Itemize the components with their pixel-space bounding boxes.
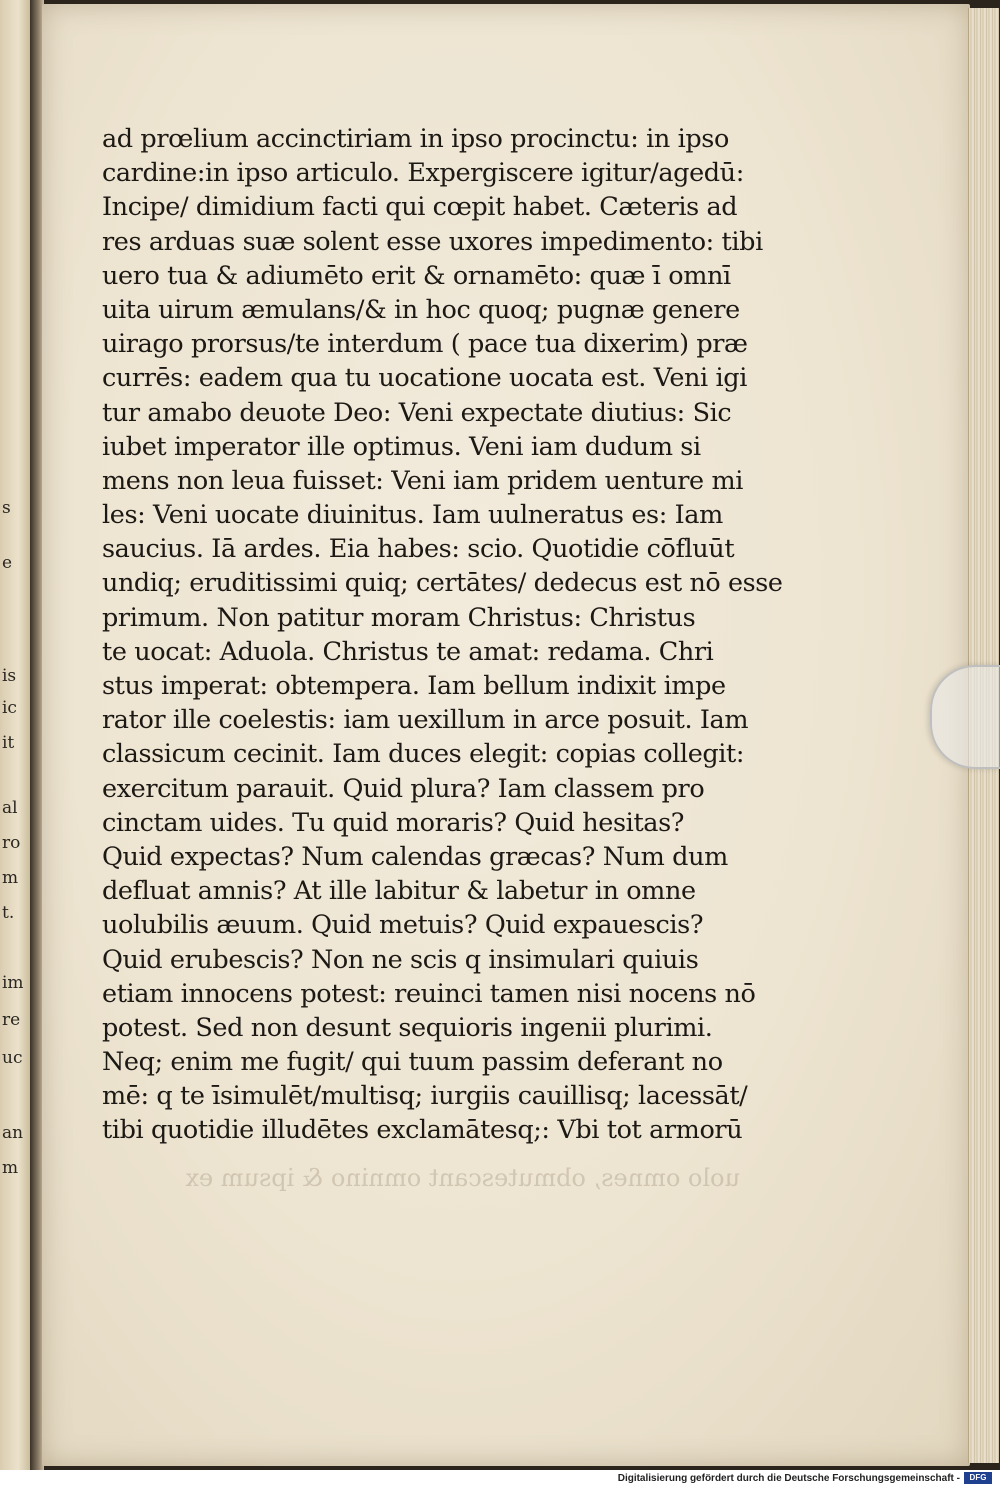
text-line: uolubilis æuum. Quid metuis? Quid expauescis? xyxy=(102,910,704,941)
text-line: te uocat: Aduola. Christus te amat: redama. Chri xyxy=(102,636,714,667)
text-line: iubet imperator ille optimus. Veni iam dudum si xyxy=(102,431,701,462)
text-line: Quid expectas? Num calendas græcas? Num dum xyxy=(102,841,728,872)
margin-fragment: t. xyxy=(2,903,15,923)
text-line: defluat amnis? At ille labitur & labetur in omne xyxy=(102,876,696,907)
text-line: exercitum parauit. Quid plura? Iam classem pro xyxy=(102,773,705,804)
text-line: cardine:in ipso articulo. Expergiscere igitur/agedū: xyxy=(102,158,744,189)
text-line: classicum cecinit. Iam duces elegit: copias collegit: xyxy=(102,739,745,770)
text-line: uita uirum æmulans/& in hoc quoq; pugnæ genere xyxy=(102,294,740,325)
text-line: tibi quotidie illudētes exclamātesq;: Vbi tot armorū xyxy=(102,1115,743,1146)
text-line: primum. Non patitur moram Christus: Christus xyxy=(102,602,696,633)
margin-fragment: m xyxy=(2,868,19,888)
text-line: tur amabo deuote Deo: Veni expectate diutius: Sic xyxy=(102,397,732,428)
text-line: uirago prorsus/te interdum ( pace tua dixerim) præ xyxy=(102,329,748,360)
margin-fragment: im xyxy=(2,973,24,993)
margin-fragment: uc xyxy=(2,1048,23,1068)
text-line: Neq; enim me fugit/ qui tuum passim deferant no xyxy=(102,1047,723,1078)
margin-fragment: m xyxy=(2,1158,19,1178)
text-line: Quid erubescis? Non ne scis q insimulari quiuis xyxy=(102,944,699,975)
text-line: potest. Sed non desunt sequioris ingenii plurimi. xyxy=(102,1012,713,1043)
dfg-logo-icon: DFG xyxy=(964,1472,992,1484)
text-line: res arduas suæ solent esse uxores impedimento: tibi xyxy=(102,226,763,257)
margin-fragment: re xyxy=(2,1010,21,1030)
text-line: currēs: eadem qua tu uocatione uocata est. Veni igi xyxy=(102,363,747,394)
margin-fragment: ic xyxy=(2,698,17,718)
margin-fragment: it xyxy=(2,733,15,753)
text-line: uero tua & adiumēto erit & ornamēto: quæ ī omnī xyxy=(102,260,731,291)
margin-fragment: e xyxy=(2,553,13,573)
text-line: mens non leua fuisset: Veni iam pridem uenture mi xyxy=(102,465,743,496)
text-line: saucius. Iā ardes. Eia habes: scio. Quotidie cōfluūt xyxy=(102,534,735,565)
text-line: stus imperat: obtempera. Iam bellum indixit impe xyxy=(102,671,726,701)
margin-fragment: s xyxy=(2,498,11,518)
margin-fragment: al xyxy=(2,798,18,818)
text-line: mē: q te īsimulēt/multisq; iurgiis cauillisq; lacessāt/ xyxy=(102,1081,748,1112)
adjacent-page-edge xyxy=(0,0,32,1470)
page-text xyxy=(102,122,782,1148)
page-clip xyxy=(930,665,1000,769)
text-line: rator ille coelestis: iam uexillum in arce posuit. Iam xyxy=(102,705,749,736)
funding-credit: Digitalisierung gefördert durch die Deutsche Forschungsgemeinschaft - xyxy=(617,1473,960,1484)
text-line: Incipe/ dimidium facti qui cœpit habet. Cæteris ad xyxy=(102,192,738,223)
text-line: ad prœlium accinctiriam in ipso procinctu: in ipso xyxy=(102,124,729,154)
text-line: etiam innocens potest: reuinci tamen nisi nocens nō xyxy=(102,978,756,1009)
margin-fragment: is xyxy=(2,666,17,686)
margin-fragment: ro xyxy=(2,833,21,853)
text-line: les: Veni uocate diuinitus. Iam uulneratus es: Iam xyxy=(102,500,723,531)
text-line: cinctam uides. Tu quid moraris? Quid hesitas? xyxy=(102,807,685,838)
margin-fragment: an xyxy=(2,1123,24,1143)
show-through-text: uolo omnes, obmutescant omnino & ipsum ex xyxy=(185,1164,740,1192)
text-line: undiq; eruditissimi quiq; certātes/ dedecus est nō esse xyxy=(102,568,783,599)
